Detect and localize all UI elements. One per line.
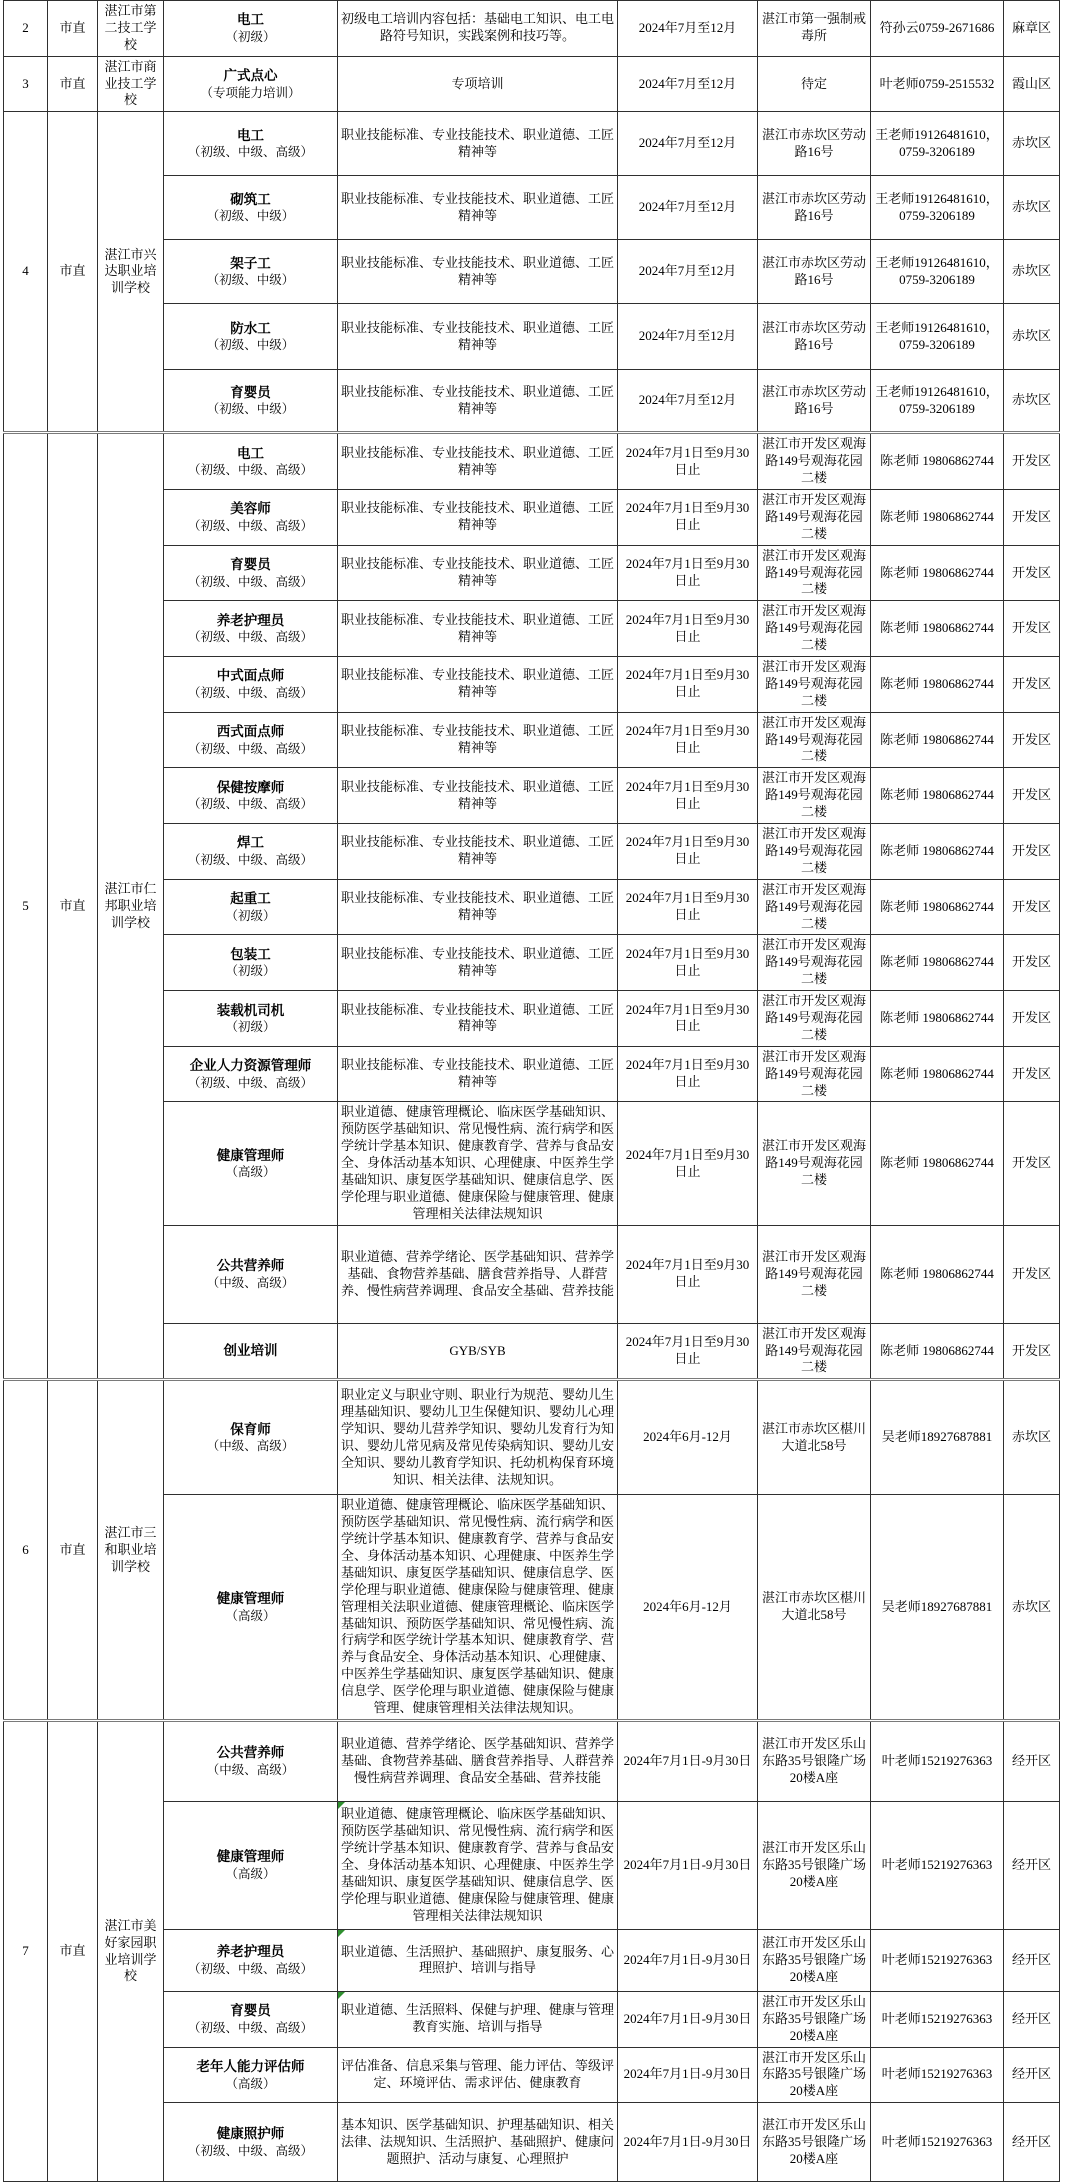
cell-district: 开发区: [1004, 712, 1060, 768]
course-level: （初级、中级、高级）: [187, 519, 313, 533]
cell-training-date: 2024年7月1日至9月30日止: [618, 657, 758, 713]
cell-training-address: 湛江市赤坎区劳动路16号: [758, 112, 871, 176]
cell-course-name: [164, 1720, 338, 1801]
cell-course-content: 职业技能标准、专业技能技术、职业道德、工匠精神等: [338, 240, 618, 304]
cell-contact-info: 陈老师 19806862744: [871, 1046, 1004, 1102]
cell-course-name: [164, 176, 338, 240]
cell-training-address: 湛江市开发区观海路149号观海花园二楼: [758, 657, 871, 713]
cell-district: 经开区: [1004, 1801, 1060, 1929]
cell-district: 经开区: [1004, 1720, 1060, 1801]
cell-course-content: 职业道德、生活照料、保健与护理、健康与管理教育实施、培训与指导: [338, 1991, 618, 2047]
cell-training-address: 湛江市赤坎区劳动路16号: [758, 370, 871, 433]
cell-organization-type: 市直: [48, 1380, 98, 1721]
table-row: [4, 56, 1060, 112]
cell-course-name: [164, 657, 338, 713]
cell-course-content: 职业技能标准、专业技能技术、职业道德、工匠精神等: [338, 991, 618, 1047]
cell-course-content: 职业技能标准、专业技能技术、职业道德、工匠精神等: [338, 657, 618, 713]
cell-course-content: 评估准备、信息采集与管理、能力评估、等级评定、环境评估、需求评估、健康教育: [338, 2047, 618, 2103]
cell-course-name: [164, 1991, 338, 2047]
course-title: 育婴员: [230, 557, 271, 573]
cell-district: 开发区: [1004, 433, 1060, 490]
cell-training-date: 2024年7月1日至9月30日止: [618, 490, 758, 546]
cell-district: 开发区: [1004, 657, 1060, 713]
course-level: （初级、中级、高级）: [187, 145, 313, 160]
cell-district: 开发区: [1004, 879, 1060, 935]
cell-organization-type: 市直: [48, 112, 98, 433]
course-level: （初级）: [225, 29, 276, 44]
cell-course-content: 职业道德、生活照护、基础照护、康复服务、心理照护、培训与指导: [338, 1929, 618, 1991]
cell-serial-number: 3: [4, 56, 48, 112]
cell-district: 开发区: [1004, 1323, 1060, 1380]
cell-course-name: [164, 712, 338, 768]
cell-course-content: 职业技能标准、专业技能技术、职业道德、工匠精神等: [338, 433, 618, 490]
cell-training-address: 湛江市开发区乐山东路35号银隆广场20楼A座: [758, 1801, 871, 1929]
cell-contact-info: 陈老师 19806862744: [871, 991, 1004, 1047]
cell-training-address: 湛江市开发区乐山东路35号银隆广场20楼A座: [758, 2103, 871, 2182]
cell-training-date: 2024年7月至12月: [618, 304, 758, 370]
cell-course-content: 职业道德、健康管理概论、临床医学基础知识、预防医学基础知识、常见慢性病、流行病学和医学统计学基本知识、健康教育学、营养与食品安全、身体活动基本知识、心理健康、中医养生学基础知识、康复医学基础知识、健康信息学、医学伦理与职业道德、健康保险与健康管理、健康管理相关法律法规知识: [338, 1102, 618, 1225]
cell-course-name: [164, 1495, 338, 1721]
cell-serial-number: 5: [4, 433, 48, 1380]
cell-training-address: 湛江市开发区观海路149号观海花园二楼: [758, 768, 871, 824]
cell-contact-info: 王老师19126481610，0759-3206189: [871, 240, 1004, 304]
cell-course-name: [164, 2047, 338, 2103]
cell-contact-info: 吴老师18927687881: [871, 1495, 1004, 1721]
course-title: 健康照护师: [216, 2126, 285, 2142]
cell-contact-info: 陈老师 19806862744: [871, 601, 1004, 657]
cell-organization-type: 市直: [48, 433, 98, 1380]
cell-district: 开发区: [1004, 1225, 1060, 1323]
cell-course-name: [164, 433, 338, 490]
table-row: [4, 1720, 1060, 1801]
cell-district: 开发区: [1004, 935, 1060, 991]
cell-training-address: 湛江市开发区观海路149号观海花园二楼: [758, 935, 871, 991]
cell-training-date: 2024年7月1日至9月30日止: [618, 879, 758, 935]
cell-course-content: 职业技能标准、专业技能技术、职业道德、工匠精神等: [338, 545, 618, 601]
course-level: （初级、中级、高级）: [187, 741, 313, 756]
course-title: 焊工: [237, 835, 264, 851]
course-title: 架子工: [230, 255, 271, 271]
cell-training-date: 2024年7月1日至9月30日止: [618, 991, 758, 1047]
cell-training-address: 湛江市开发区乐山东路35号银隆广场20楼A座: [758, 2047, 871, 2103]
cell-contact-info: 王老师19126481610，0759-3206189: [871, 370, 1004, 433]
course-level: （中级、高级）: [206, 1275, 295, 1290]
cell-contact-info: 叶老师15219276363: [871, 1801, 1004, 1929]
cell-district: 赤坎区: [1004, 240, 1060, 304]
cell-course-content: 职业技能标准、专业技能技术、职业道德、工匠精神等: [338, 112, 618, 176]
cell-contact-info: 陈老师 19806862744: [871, 1102, 1004, 1225]
course-level: （初级、中级、高级）: [187, 630, 313, 645]
cell-district: 开发区: [1004, 991, 1060, 1047]
cell-training-date: 2024年7月1日至9月30日止: [618, 1046, 758, 1102]
cell-training-date: 2024年7月至12月: [618, 56, 758, 112]
cell-school-name: 湛江市第二技工学校: [98, 1, 164, 57]
cell-course-content: 职业道德、营养学绪论、医学基础知识、营养学基础、食物营养基础、膳食营养指导、人群营养慢性病营养调理、食品安全基础、营养技能: [338, 1720, 618, 1801]
cell-organization-type: 市直: [48, 1, 98, 57]
cell-contact-info: 陈老师 19806862744: [871, 1323, 1004, 1380]
cell-course-content: 职业技能标准、专业技能技术、职业道德、工匠精神等: [338, 935, 618, 991]
cell-training-date: 2024年7月至12月: [618, 370, 758, 433]
cell-training-date: 2024年6月-12月: [618, 1495, 758, 1721]
course-level: （初级）: [225, 1020, 276, 1035]
course-level: （初级、中级）: [206, 402, 295, 417]
course-title: 育婴员: [230, 384, 271, 400]
cell-training-date: 2024年7月至12月: [618, 176, 758, 240]
cell-training-date: 2024年7月1日-9月30日: [618, 1929, 758, 1991]
cell-contact-info: 叶老师15219276363: [871, 1720, 1004, 1801]
cell-course-content: 职业技能标准、专业技能技术、职业道德、工匠精神等: [338, 370, 618, 433]
course-title: 健康管理师: [216, 1591, 285, 1607]
cell-district: 赤坎区: [1004, 1495, 1060, 1721]
cell-course-name: [164, 1225, 338, 1323]
cell-course-content: 职业道德、健康管理概论、临床医学基础知识、预防医学基础知识、常见慢性病、流行病学和医学统计学基本知识、健康教育学、营养与食品安全、身体活动基本知识、心理健康、中医养生学基础知识、康复医学基础知识、健康信息学、医学伦理与职业道德、健康保险与健康管理、健康管理相关法职业道德、健康管理概论、临床医学基础知识、预防医学基础知识、常见慢性病、流行病学和医学统计学基本知识、健康教育学、营养与食品安全、身体活动基本知识、心理健康、中医养生学基础知识、康复医学基础知识、健康信息学、医学伦理与职业道德、健康保险与健康管理、健康管理相关法律法规知识。: [338, 1495, 618, 1721]
cell-training-date: 2024年7月1日至9月30日止: [618, 712, 758, 768]
course-title: 防水工: [230, 320, 271, 336]
cell-training-address: 湛江市开发区观海路149号观海花园二楼: [758, 490, 871, 546]
course-title: 养老护理员: [216, 612, 285, 628]
cell-training-address: 湛江市开发区观海路149号观海花园二楼: [758, 433, 871, 490]
cell-training-date: 2024年7月1日至9月30日止: [618, 545, 758, 601]
cell-contact-info: 陈老师 19806862744: [871, 935, 1004, 991]
cell-district: 经开区: [1004, 2047, 1060, 2103]
cell-contact-info: 陈老师 19806862744: [871, 490, 1004, 546]
cell-serial-number: 2: [4, 1, 48, 57]
cell-course-content: 职业技能标准、专业技能技术、职业道德、工匠精神等: [338, 490, 618, 546]
cell-training-date: 2024年7月1日至9月30日止: [618, 768, 758, 824]
cell-district: 开发区: [1004, 768, 1060, 824]
course-title: 养老护理员: [216, 1944, 285, 1960]
course-title: 保健按摩师: [216, 779, 285, 795]
comment-marker-icon: [338, 1992, 345, 1999]
cell-course-name: [164, 370, 338, 433]
cell-district: 开发区: [1004, 601, 1060, 657]
cell-district: 霞山区: [1004, 56, 1060, 112]
cell-course-content: 职业技能标准、专业技能技术、职业道德、工匠精神等: [338, 768, 618, 824]
cell-training-date: 2024年7月1日-9月30日: [618, 2047, 758, 2103]
course-level: （初级、中级）: [206, 338, 295, 353]
cell-course-name: [164, 1323, 338, 1380]
course-level: （初级、中级）: [206, 273, 295, 288]
cell-contact-info: 叶老师15219276363: [871, 2047, 1004, 2103]
course-level: （中级、高级）: [206, 1439, 295, 1454]
cell-training-address: 湛江市开发区乐山东路35号银隆广场20楼A座: [758, 1991, 871, 2047]
cell-district: 赤坎区: [1004, 112, 1060, 176]
cell-course-name: [164, 991, 338, 1047]
course-level: （初级、中级、高级）: [187, 1962, 313, 1977]
cell-district: 经开区: [1004, 1929, 1060, 1991]
cell-course-content: 职业道德、健康管理概论、临床医学基础知识、预防医学基础知识、常见慢性病、流行病学和医学统计学基本知识、健康教育学、营养与食品安全、身体活动基本知识、心理健康、中医养生学基础知识、康复医学基础知识、健康信息学、医学伦理与职业道德、健康保险与健康管理、健康管理相关法律法规知识: [338, 1801, 618, 1929]
comment-marker-icon: [338, 1930, 345, 1937]
cell-course-content: 职业技能标准、专业技能技术、职业道德、工匠精神等: [338, 601, 618, 657]
cell-course-content: 职业技能标准、专业技能技术、职业道德、工匠精神等: [338, 1046, 618, 1102]
table-row: [4, 1, 1060, 57]
cell-district: 开发区: [1004, 490, 1060, 546]
course-level: （初级、中级、高级）: [187, 797, 313, 812]
course-level: （初级、中级、高级）: [187, 463, 313, 478]
cell-contact-info: 陈老师 19806862744: [871, 824, 1004, 880]
course-title: 砌筑工: [230, 191, 271, 207]
course-level: （初级、中级、高级）: [187, 2020, 313, 2035]
cell-serial-number: 4: [4, 112, 48, 433]
course-title: 育婴员: [230, 2003, 271, 2019]
cell-course-name: [164, 824, 338, 880]
cell-course-name: [164, 768, 338, 824]
cell-district: 赤坎区: [1004, 304, 1060, 370]
cell-course-content: 职业技能标准、专业技能技术、职业道德、工匠精神等: [338, 824, 618, 880]
cell-training-address: 湛江市开发区观海路149号观海花园二楼: [758, 879, 871, 935]
cell-contact-info: 叶老师15219276363: [871, 1929, 1004, 1991]
cell-school-name: 湛江市美好家园职业培训学校: [98, 1720, 164, 2181]
cell-district: 赤坎区: [1004, 176, 1060, 240]
course-title: 创业培训: [223, 1343, 278, 1359]
cell-district: 赤坎区: [1004, 1380, 1060, 1495]
cell-serial-number: 7: [4, 1720, 48, 2181]
cell-training-address: 湛江市赤坎区劳动路16号: [758, 304, 871, 370]
cell-course-name: [164, 935, 338, 991]
cell-contact-info: 王老师19126481610，0759-3206189: [871, 304, 1004, 370]
cell-course-name: [164, 490, 338, 546]
cell-course-name: [164, 1929, 338, 1991]
cell-organization-type: 市直: [48, 56, 98, 112]
comment-marker-icon: [338, 1802, 345, 1809]
course-level: （高级）: [225, 1165, 276, 1180]
cell-contact-info: 陈老师 19806862744: [871, 768, 1004, 824]
training-courses-table: [3, 0, 1060, 2182]
cell-contact-info: 吴老师18927687881: [871, 1380, 1004, 1495]
cell-contact-info: 陈老师 19806862744: [871, 1225, 1004, 1323]
cell-school-name: 湛江市商业技工学校: [98, 56, 164, 112]
table-row: [4, 112, 1060, 176]
cell-course-content: 专项培训: [338, 56, 618, 112]
cell-organization-type: 市直: [48, 1720, 98, 2181]
cell-training-address: 湛江市开发区观海路149号观海花园二楼: [758, 712, 871, 768]
cell-contact-info: 陈老师 19806862744: [871, 879, 1004, 935]
cell-training-date: 2024年7月1日-9月30日: [618, 1991, 758, 2047]
course-level: （初级、中级、高级）: [187, 686, 313, 701]
cell-school-name: 湛江市三和职业培训学校: [98, 1380, 164, 1721]
cell-course-name: [164, 545, 338, 601]
cell-course-content: 职业技能标准、专业技能技术、职业道德、工匠精神等: [338, 304, 618, 370]
course-level: （初级、中级、高级）: [187, 1075, 313, 1090]
training-table-body: [4, 1, 1060, 2182]
cell-course-name: [164, 1801, 338, 1929]
cell-contact-info: 陈老师 19806862744: [871, 545, 1004, 601]
course-title: 公共营养师: [216, 1745, 285, 1761]
cell-contact-info: 符孙云0759-2671686: [871, 1, 1004, 57]
course-title: 美容师: [230, 501, 271, 517]
cell-course-content: 基本知识、医学基础知识、护理基础知识、相关法律、法规知识、生活照护、基础照护、健康问题照护、活动与康复、心理照护: [338, 2103, 618, 2182]
cell-contact-info: 叶老师15219276363: [871, 2103, 1004, 2182]
cell-training-address: 湛江市开发区观海路149号观海花园二楼: [758, 1323, 871, 1380]
cell-training-date: 2024年7月至12月: [618, 112, 758, 176]
cell-course-name: [164, 1046, 338, 1102]
course-title: 电工: [237, 127, 264, 143]
cell-training-address: 湛江市开发区观海路149号观海花园二楼: [758, 545, 871, 601]
cell-course-content: 职业技能标准、专业技能技术、职业道德、工匠精神等: [338, 879, 618, 935]
cell-training-date: 2024年7月1日-9月30日: [618, 2103, 758, 2182]
table-row: [4, 433, 1060, 490]
cell-training-date: 2024年7月至12月: [618, 1, 758, 57]
cell-training-address: 湛江市开发区乐山东路35号银隆广场20楼A座: [758, 1929, 871, 1991]
course-title: 公共营养师: [216, 1258, 285, 1274]
cell-contact-info: 陈老师 19806862744: [871, 712, 1004, 768]
course-level: （初级）: [225, 964, 276, 979]
cell-course-name: [164, 112, 338, 176]
cell-course-content: 职业技能标准、专业技能技术、职业道德、工匠精神等: [338, 176, 618, 240]
cell-course-name: [164, 240, 338, 304]
course-level: （初级、中级、高级）: [187, 853, 313, 868]
cell-district: 开发区: [1004, 1046, 1060, 1102]
cell-school-name: 湛江市兴达职业培训学校: [98, 112, 164, 433]
cell-training-date: 2024年7月1日至9月30日止: [618, 433, 758, 490]
course-level: （专项能力培训）: [200, 85, 301, 100]
course-title: 健康管理师: [216, 1147, 285, 1163]
cell-course-name: [164, 1102, 338, 1225]
cell-course-name: [164, 1, 338, 57]
course-title: 广式点心: [223, 68, 278, 84]
cell-contact-info: 王老师19126481610，0759-3206189: [871, 176, 1004, 240]
course-level: （高级）: [225, 1608, 276, 1623]
cell-training-date: 2024年7月1日至9月30日止: [618, 1102, 758, 1225]
course-level: （初级、中级）: [206, 209, 295, 224]
course-title: 电工: [237, 445, 264, 461]
cell-training-address: 湛江市开发区观海路149号观海花园二楼: [758, 824, 871, 880]
course-title: 中式面点师: [216, 668, 285, 684]
course-title: 老年人能力评估师: [196, 2059, 305, 2074]
cell-training-address: 湛江市开发区乐山东路35号银隆广场20楼A座: [758, 1720, 871, 1801]
cell-course-content: 职业技能标准、专业技能技术、职业道德、工匠精神等: [338, 712, 618, 768]
course-title: 包装工: [230, 946, 271, 962]
cell-district: 赤坎区: [1004, 370, 1060, 433]
cell-training-date: 2024年7月至12月: [618, 240, 758, 304]
cell-district: 经开区: [1004, 1991, 1060, 2047]
cell-course-content: 职业定义与职业守则、职业行为规范、婴幼儿生理基础知识、婴幼儿卫生保健知识、婴幼儿心理学知识、婴幼儿营养学知识、婴幼儿发育行为知识、婴幼儿常见病及常见传染病知识、婴幼儿安全知识、婴幼儿教育学知识、托幼机构保育环境知识、相关法律、法规知识。: [338, 1380, 618, 1495]
cell-course-name: [164, 56, 338, 112]
cell-course-name: [164, 1380, 338, 1495]
course-title: 装载机司机: [216, 1002, 285, 1018]
course-title: 企业人力资源管理师: [189, 1058, 312, 1074]
cell-school-name: 湛江市仁邦职业培训学校: [98, 433, 164, 1380]
cell-course-name: [164, 601, 338, 657]
cell-training-date: 2024年7月1日-9月30日: [618, 1720, 758, 1801]
cell-training-address: 湛江市开发区观海路149号观海花园二楼: [758, 1225, 871, 1323]
cell-course-content: 职业道德、营养学绪论、医学基础知识、营养学基础、食物营养基础、膳食营养指导、人群营养、慢性病营养调理、食品安全基础、营养技能: [338, 1225, 618, 1323]
cell-training-address: 湛江市赤坎区劳动路16号: [758, 240, 871, 304]
course-level: （高级）: [225, 2076, 276, 2091]
course-title: 电工: [237, 12, 264, 28]
cell-training-date: 2024年7月1日至9月30日止: [618, 1323, 758, 1380]
course-level: （初级、中级、高级）: [187, 2143, 313, 2158]
cell-district: 经开区: [1004, 2103, 1060, 2182]
cell-contact-info: 王老师19126481610，0759-3206189: [871, 112, 1004, 176]
course-title: 健康管理师: [216, 1849, 285, 1865]
course-level: （中级、高级）: [206, 1763, 295, 1778]
cell-contact-info: 陈老师 19806862744: [871, 657, 1004, 713]
course-level: （高级）: [225, 1867, 276, 1882]
cell-course-content: GYB/SYB: [338, 1323, 618, 1380]
cell-training-date: 2024年7月1日至9月30日止: [618, 601, 758, 657]
cell-training-address: 湛江市开发区观海路149号观海花园二楼: [758, 601, 871, 657]
cell-course-name: [164, 304, 338, 370]
cell-training-date: 2024年7月1日至9月30日止: [618, 1225, 758, 1323]
cell-contact-info: 陈老师 19806862744: [871, 433, 1004, 490]
cell-course-content: 初级电工培训内容包括：基础电工知识、电工电路符号知识，实践案例和技巧等。: [338, 1, 618, 57]
cell-contact-info: 叶老师15219276363: [871, 1991, 1004, 2047]
cell-training-address: 湛江市开发区观海路149号观海花园二楼: [758, 1046, 871, 1102]
cell-training-date: 2024年7月1日-9月30日: [618, 1801, 758, 1929]
cell-training-address: 湛江市赤坎区劳动路16号: [758, 176, 871, 240]
course-title: 保育师: [230, 1421, 271, 1437]
cell-district: 麻章区: [1004, 1, 1060, 57]
course-level: （初级、中级、高级）: [187, 574, 313, 589]
cell-course-name: [164, 2103, 338, 2182]
course-title: 起重工: [230, 891, 271, 907]
table-row: [4, 1380, 1060, 1495]
cell-training-address: 湛江市赤坎区椹川大道北58号: [758, 1495, 871, 1721]
cell-training-address: 待定: [758, 56, 871, 112]
cell-district: 开发区: [1004, 824, 1060, 880]
cell-training-date: 2024年7月1日至9月30日止: [618, 824, 758, 880]
cell-district: 开发区: [1004, 1102, 1060, 1225]
cell-contact-info: 叶老师0759-2515532: [871, 56, 1004, 112]
course-level: （初级）: [225, 908, 276, 923]
cell-training-address: 湛江市开发区观海路149号观海花园二楼: [758, 1102, 871, 1225]
cell-serial-number: 6: [4, 1380, 48, 1721]
cell-course-name: [164, 879, 338, 935]
cell-district: 开发区: [1004, 545, 1060, 601]
cell-training-address: 湛江市赤坎区椹川大道北58号: [758, 1380, 871, 1495]
course-title: 西式面点师: [216, 724, 285, 740]
cell-training-date: 2024年6月-12月: [618, 1380, 758, 1495]
cell-training-date: 2024年7月1日至9月30日止: [618, 935, 758, 991]
cell-training-address: 湛江市第一强制戒毒所: [758, 1, 871, 57]
cell-training-address: 湛江市开发区观海路149号观海花园二楼: [758, 991, 871, 1047]
